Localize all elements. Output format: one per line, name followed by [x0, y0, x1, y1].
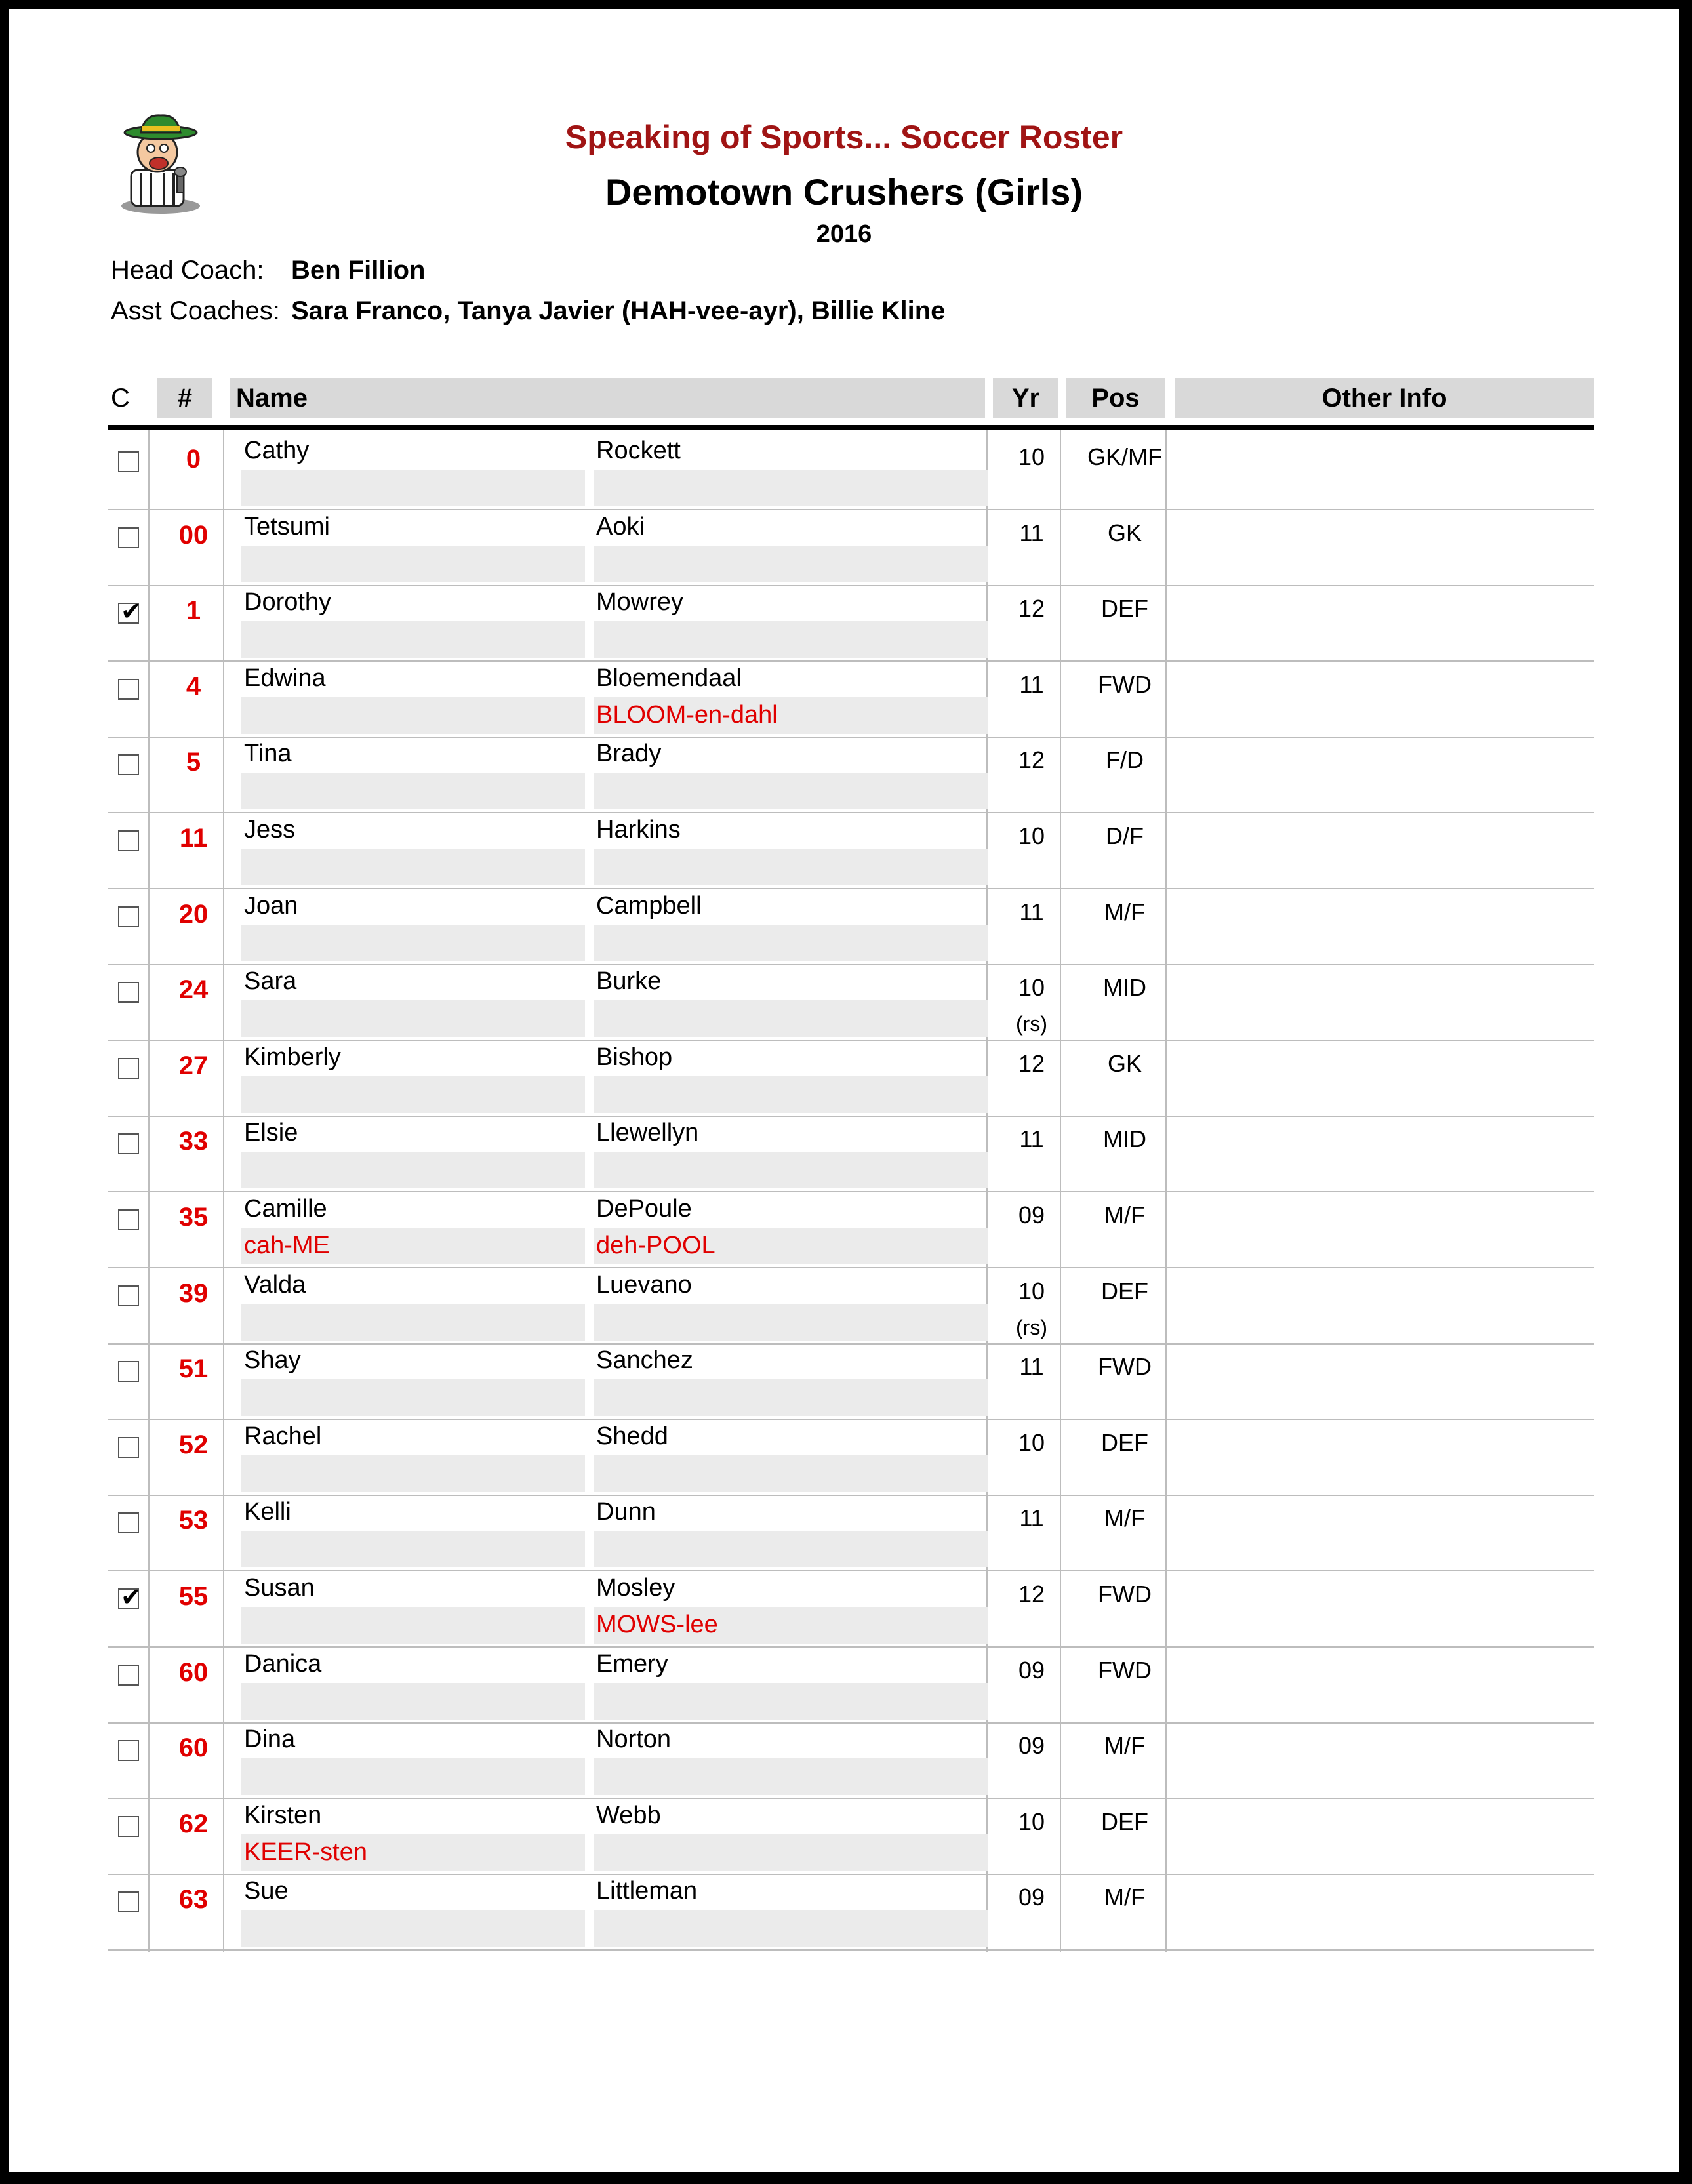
first-name-pronunciation: KEER-sten [244, 1838, 367, 1866]
field-background [241, 1304, 585, 1341]
last-name-field[interactable] [594, 1801, 988, 1871]
first-name-field[interactable] [241, 816, 585, 885]
year-cell [999, 1429, 1064, 1467]
captain-checkbox[interactable] [118, 1437, 139, 1458]
year-cell [999, 899, 1064, 937]
jersey-number: 24 [178, 975, 209, 1005]
year-cell [999, 1732, 1064, 1770]
last-name: Burke [596, 967, 662, 996]
last-name: Aoki [596, 512, 645, 540]
table-row [108, 1571, 1594, 1648]
year-cell [999, 746, 1064, 784]
captain-checkbox[interactable] [118, 1285, 139, 1306]
last-name: Campbell [596, 891, 702, 920]
last-name-field[interactable] [594, 891, 988, 961]
position: DEF [1101, 1808, 1148, 1835]
first-name: Valda [244, 1270, 306, 1299]
grade-year: 10 [1018, 443, 1045, 470]
header-divider [108, 425, 1594, 430]
position: DEF [1101, 595, 1148, 622]
captain-checkbox[interactable] [118, 754, 139, 775]
first-name-pronunciation: cah-ME [244, 1232, 330, 1259]
head-coach-name: Ben Fillion [291, 256, 426, 285]
field-background [594, 1455, 988, 1492]
first-name-field[interactable] [241, 1801, 585, 1871]
position: M/F [1104, 898, 1145, 925]
year-cell [999, 671, 1064, 709]
field-background [241, 546, 585, 582]
table-row [108, 1648, 1594, 1724]
last-name-field[interactable] [594, 1498, 988, 1567]
first-name-field[interactable] [241, 437, 585, 506]
field-background [241, 1910, 585, 1947]
grade-year: 09 [1018, 1202, 1045, 1228]
last-name: Norton [596, 1726, 672, 1754]
last-name: Luevano [596, 1270, 692, 1299]
asst-coaches-names: Sara Franco, Tanya Javier (HAH-vee-ayr), Billie Kline [291, 296, 946, 325]
first-name-field[interactable] [241, 1877, 585, 1947]
last-name: DePoule [596, 1195, 692, 1223]
table-row [108, 1344, 1594, 1420]
first-name: Sue [244, 1877, 289, 1905]
grade-year: 10 [1018, 1808, 1045, 1835]
captain-checkbox[interactable] [118, 1512, 139, 1533]
table-row [108, 1874, 1594, 1951]
jersey-number: 35 [178, 1203, 209, 1232]
first-name: Cathy [244, 437, 310, 464]
field-background [241, 1531, 585, 1567]
jersey-number: 53 [178, 1506, 209, 1535]
captain-checkbox[interactable] [118, 906, 139, 927]
redshirt-note: (rs) [1016, 1012, 1047, 1036]
jersey-number: 0 [186, 445, 201, 474]
position: FWD [1098, 670, 1152, 698]
table-row [108, 434, 1594, 510]
last-name-field[interactable] [594, 1649, 988, 1720]
last-name-field[interactable] [594, 816, 988, 885]
first-name: Jess [244, 816, 296, 843]
column-header-other-info: Other Info [1175, 378, 1594, 418]
field-background [594, 1910, 988, 1947]
first-name-field[interactable] [241, 967, 585, 1037]
grade-year: 12 [1018, 746, 1045, 774]
jersey-number: 00 [178, 520, 209, 550]
redshirt-note: (rs) [1016, 1315, 1047, 1339]
captain-checkbox[interactable] [118, 1891, 139, 1912]
last-name-field[interactable] [594, 664, 988, 734]
year-cell [999, 1884, 1064, 1922]
field-background [241, 697, 585, 734]
first-name: Danica [244, 1649, 322, 1678]
head-coach-label: Head Coach: [111, 256, 264, 285]
field-background [594, 1000, 988, 1037]
grade-year: 10 [1018, 974, 1045, 1001]
grade-year: 09 [1018, 1732, 1045, 1760]
captain-checkbox[interactable] [118, 597, 142, 626]
captain-checkbox[interactable] [118, 451, 139, 472]
captain-checkbox[interactable] [118, 1133, 139, 1154]
field-background [241, 849, 585, 885]
position: M/F [1104, 1202, 1145, 1228]
field-background [241, 1152, 585, 1188]
grade-year: 12 [1018, 1581, 1045, 1608]
table-row [108, 1116, 1594, 1192]
last-name: Bishop [596, 1043, 673, 1071]
field-background [241, 1379, 585, 1416]
jersey-number: 33 [178, 1127, 209, 1156]
jersey-number: 1 [186, 596, 201, 626]
column-header-c: C [111, 384, 130, 413]
captain-checkbox[interactable] [118, 1665, 139, 1686]
field-background [594, 925, 988, 961]
position: D/F [1106, 822, 1144, 849]
last-name: Littleman [596, 1877, 698, 1905]
last-name: Mowrey [596, 588, 684, 617]
checkmark-icon: ✔ [121, 1583, 142, 1611]
year-cell [999, 1125, 1064, 1163]
last-name: Shedd [596, 1422, 668, 1450]
last-name-field[interactable] [594, 512, 988, 582]
field-background [241, 1455, 585, 1492]
first-name: Elsie [244, 1119, 298, 1147]
field-background [241, 1758, 585, 1795]
captain-checkbox[interactable] [118, 1058, 139, 1079]
grade-year: 11 [1019, 1125, 1044, 1153]
grade-year: 11 [1019, 1353, 1044, 1381]
captain-checkbox[interactable] [118, 1361, 139, 1382]
position: GK [1107, 519, 1142, 546]
checkmark-icon: ✔ [121, 597, 142, 626]
first-name-field[interactable] [241, 1119, 585, 1188]
last-name: Emery [596, 1649, 668, 1678]
first-name: Sara [244, 967, 297, 996]
jersey-number: 51 [178, 1354, 209, 1384]
last-name-field[interactable] [594, 1043, 988, 1113]
position: FWD [1098, 1656, 1152, 1684]
table-row [108, 737, 1594, 813]
grade-year: 11 [1019, 519, 1044, 546]
jersey-number: 4 [186, 672, 201, 701]
grade-year: 10 [1018, 822, 1045, 849]
field-background [241, 925, 585, 961]
year-cell [999, 974, 1064, 1036]
first-name-field[interactable] [241, 512, 585, 582]
year-cell [999, 1278, 1064, 1340]
year-cell [999, 1657, 1064, 1695]
first-name: Camille [244, 1195, 327, 1223]
field-background [594, 621, 988, 658]
position: DEF [1101, 1277, 1148, 1304]
last-name-pronunciation: deh-POOL [596, 1232, 715, 1259]
jersey-number: 11 [179, 824, 208, 853]
position: F/D [1106, 746, 1144, 774]
first-name-field[interactable] [241, 1346, 585, 1416]
field-background [241, 773, 585, 809]
team-name: Demotown Crushers (Girls) [605, 171, 1083, 212]
grade-year: 09 [1018, 1884, 1045, 1911]
grade-year: 11 [1019, 1505, 1044, 1532]
grade-year: 11 [1019, 670, 1044, 698]
field-background [241, 1000, 585, 1037]
field-background [594, 1152, 988, 1188]
table-row [108, 1192, 1594, 1268]
last-name-field[interactable] [594, 1422, 988, 1492]
first-name: Tetsumi [244, 512, 330, 540]
position: GK/MF [1087, 443, 1162, 470]
first-name-field[interactable] [241, 588, 585, 658]
captain-checkbox[interactable] [118, 679, 139, 700]
field-background [594, 1304, 988, 1341]
last-name-field[interactable] [594, 967, 988, 1037]
grade-year: 10 [1018, 1428, 1045, 1456]
jersey-number: 20 [178, 899, 209, 929]
last-name-field[interactable] [594, 437, 988, 506]
table-row [108, 1495, 1594, 1571]
last-name: Harkins [596, 816, 681, 843]
captain-checkbox[interactable] [118, 1583, 142, 1611]
last-name: Brady [596, 740, 662, 768]
first-name-field[interactable] [241, 1649, 585, 1720]
year-cell [999, 595, 1064, 633]
first-name: Kimberly [244, 1043, 341, 1071]
table-row [108, 965, 1594, 1041]
grade-year: 11 [1019, 898, 1044, 925]
jersey-number: 60 [178, 1733, 209, 1763]
captain-checkbox[interactable] [118, 982, 139, 1003]
grade-year: 09 [1018, 1656, 1045, 1684]
first-name-field[interactable] [241, 1422, 585, 1492]
asst-coaches-row [111, 296, 945, 326]
captain-checkbox[interactable] [118, 1209, 139, 1230]
position: FWD [1098, 1581, 1152, 1608]
last-name-field[interactable] [594, 1119, 988, 1188]
jersey-number: 27 [178, 1051, 209, 1080]
first-name: Kelli [244, 1498, 291, 1526]
position: M/F [1104, 1505, 1145, 1532]
last-name-field[interactable] [594, 1877, 988, 1947]
first-name: Susan [244, 1574, 315, 1602]
table-row [108, 889, 1594, 965]
season-year: 2016 [816, 220, 872, 248]
captain-checkbox[interactable] [118, 1816, 139, 1837]
last-name-field[interactable] [594, 588, 988, 658]
last-name-field[interactable] [594, 1574, 988, 1644]
year-cell [999, 1353, 1064, 1391]
position: M/F [1104, 1884, 1145, 1911]
column-header-pos: Pos [1066, 378, 1165, 418]
grade-year: 10 [1018, 1277, 1045, 1304]
field-background [594, 1683, 988, 1720]
last-name: Llewellyn [596, 1119, 699, 1147]
field-background [241, 1607, 585, 1644]
first-name: Rachel [244, 1422, 322, 1450]
field-background [594, 470, 988, 506]
field-background [241, 621, 585, 658]
field-background [594, 1076, 988, 1113]
first-name-field[interactable] [241, 1195, 585, 1264]
year-cell [999, 1581, 1064, 1619]
captain-checkbox[interactable] [118, 527, 139, 548]
first-name: Kirsten [244, 1801, 322, 1829]
last-name-field[interactable] [594, 1195, 988, 1264]
row-divider [108, 1949, 1594, 1951]
table-row [108, 662, 1594, 738]
position: MID [1103, 974, 1146, 1001]
first-name-field[interactable] [241, 1726, 585, 1795]
roster-title: Speaking of Sports... Soccer Roster [565, 119, 1123, 155]
jersey-number: 5 [186, 748, 201, 777]
jersey-number: 63 [178, 1885, 209, 1914]
jersey-number: 55 [178, 1582, 209, 1611]
first-name-field[interactable] [241, 1574, 585, 1644]
head-coach-row [111, 256, 425, 285]
year-cell [999, 822, 1064, 860]
last-name: Bloemendaal [596, 664, 742, 692]
field-background [241, 470, 585, 506]
captain-checkbox[interactable] [118, 1740, 139, 1761]
field-background [594, 1758, 988, 1795]
table-row [108, 813, 1594, 889]
last-name-pronunciation: BLOOM-en-dahl [596, 700, 778, 729]
jersey-number: 52 [178, 1430, 209, 1459]
column-header-name: Name [230, 378, 985, 418]
field-background [594, 1379, 988, 1416]
position: DEF [1101, 1428, 1148, 1456]
table-row [108, 1420, 1594, 1496]
jersey-number: 60 [178, 1657, 209, 1687]
column-header-number: # [157, 378, 212, 418]
last-name: Sanchez [596, 1346, 693, 1375]
year-cell [999, 443, 1064, 481]
position: FWD [1098, 1353, 1152, 1381]
first-name: Dina [244, 1726, 296, 1754]
first-name: Tina [244, 740, 292, 768]
first-name-field[interactable] [241, 891, 585, 961]
table-row [108, 1268, 1594, 1345]
last-name: Mosley [596, 1574, 675, 1602]
last-name-pronunciation: MOWS-lee [596, 1611, 718, 1638]
captain-checkbox[interactable] [118, 830, 139, 851]
position: GK [1107, 1049, 1142, 1077]
year-cell [999, 1505, 1064, 1543]
last-name: Webb [596, 1801, 661, 1829]
table-row [108, 586, 1594, 662]
roster-page [9, 9, 1679, 2172]
first-name-field[interactable] [241, 664, 585, 734]
field-background [241, 1683, 585, 1720]
column-header-yr: Yr [993, 378, 1058, 418]
last-name-field[interactable] [594, 740, 988, 809]
position: MID [1103, 1125, 1146, 1153]
last-name: Dunn [596, 1498, 656, 1526]
first-name-field[interactable] [241, 1270, 585, 1341]
field-background [594, 1834, 988, 1871]
field-background [594, 546, 988, 582]
table-row [108, 510, 1594, 586]
position: M/F [1104, 1732, 1145, 1760]
jersey-number: 39 [178, 1278, 209, 1308]
grade-year: 12 [1018, 595, 1045, 622]
field-background [241, 1076, 585, 1113]
year-cell [999, 519, 1064, 557]
jersey-number: 62 [178, 1809, 209, 1838]
table-row [108, 1041, 1594, 1117]
field-background [594, 1531, 988, 1567]
first-name: Joan [244, 891, 298, 920]
first-name: Edwina [244, 664, 326, 692]
first-name: Shay [244, 1346, 301, 1375]
first-name-field[interactable] [241, 1043, 585, 1113]
last-name: Rockett [596, 437, 681, 464]
year-cell [999, 1050, 1064, 1088]
asst-coaches-label: Asst Coaches: [111, 296, 280, 325]
field-background [594, 773, 988, 809]
field-background [594, 849, 988, 885]
last-name-field[interactable] [594, 1726, 988, 1795]
table-row [108, 1723, 1594, 1799]
last-name-field[interactable] [594, 1270, 988, 1341]
year-cell [999, 1808, 1064, 1846]
grade-year: 12 [1018, 1049, 1045, 1077]
table-row [108, 1799, 1594, 1875]
first-name-field[interactable] [241, 740, 585, 809]
first-name: Dorothy [244, 588, 332, 617]
year-cell [999, 1202, 1064, 1240]
last-name-field[interactable] [594, 1346, 988, 1416]
first-name-field[interactable] [241, 1498, 585, 1567]
